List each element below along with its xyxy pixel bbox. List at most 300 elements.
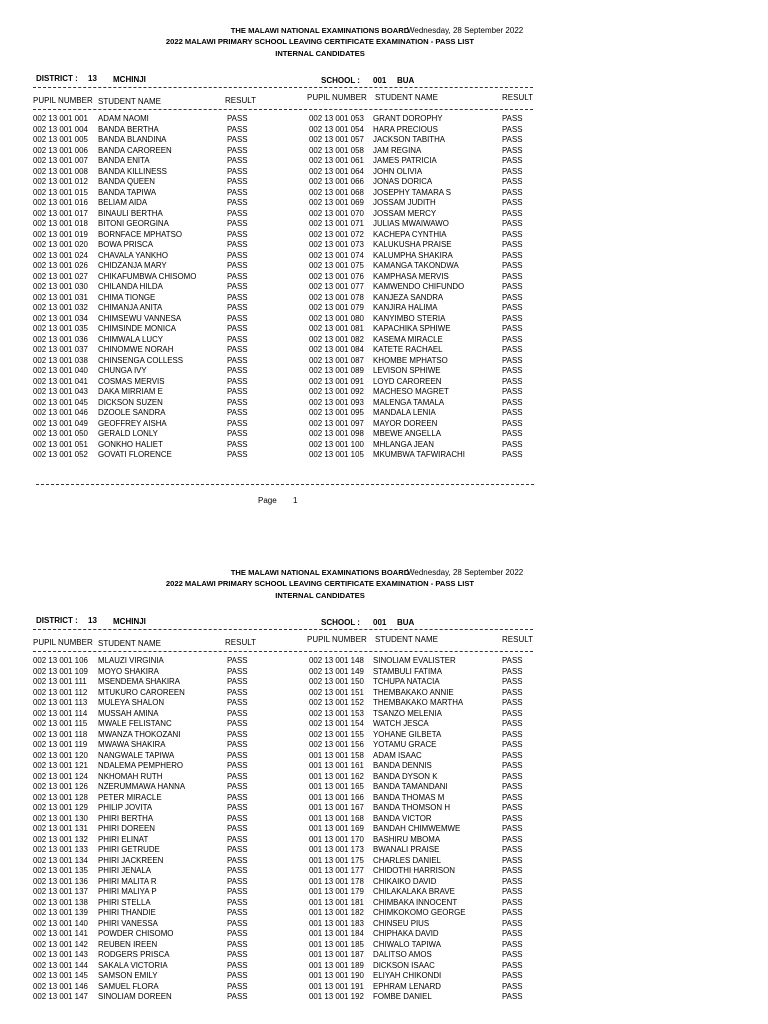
student-name-cell: REUBEN IREEN (98, 939, 158, 949)
result-cell: PASS (227, 198, 248, 207)
pupil-number-cell: 002 13 001 119 (33, 740, 88, 749)
student-name-cell: BORNFACE MPHATSO (98, 229, 183, 239)
pupil-number-cell: 002 13 001 124 (33, 771, 88, 781)
pupil-number-cell: 002 13 001 100 (309, 439, 364, 449)
district-name: MCHINJI (113, 617, 146, 626)
student-name-cell: CHIMWALA LUCY (98, 334, 164, 344)
result-cell: PASS (227, 135, 248, 144)
pupil-number-cell: 002 13 001 026 (33, 261, 88, 270)
pupil-number-cell: 002 13 001 121 (33, 761, 88, 770)
result-cell: PASS (502, 271, 523, 281)
table-row (0, 709, 768, 720)
pupil-number-cell: 002 13 001 070 (309, 208, 364, 218)
student-name-cell: BANDA BERTHA (98, 124, 159, 134)
student-name-cell: CHIMSEWU VANNESA (98, 313, 182, 323)
footer-divider (36, 484, 534, 485)
table-row (0, 761, 768, 772)
result-cell: PASS (227, 366, 248, 375)
pupil-number-cell: 002 13 001 118 (33, 729, 88, 739)
result-cell: PASS (502, 803, 523, 812)
student-name-cell: PHIRI DOREEN (98, 824, 155, 833)
student-name-cell: BELIAM AIDA (98, 198, 148, 207)
result-cell: PASS (502, 408, 523, 417)
pupil-number-cell: 002 13 001 030 (33, 282, 88, 291)
student-name-cell: GERALD LONLY (98, 429, 158, 438)
result-cell: PASS (502, 992, 523, 1001)
pupil-number-cell: 002 13 001 061 (309, 156, 364, 165)
table-row (0, 982, 768, 993)
result-cell: PASS (502, 135, 523, 144)
result-cell: PASS (502, 939, 523, 949)
pupil-number-cell: 002 13 001 036 (33, 334, 88, 344)
col-student-name-right: STUDENT NAME (375, 635, 438, 644)
pupil-number-cell: 002 13 001 144 (33, 960, 88, 970)
student-name-cell: GRANT DOROPHY (373, 114, 443, 123)
result-cell: PASS (502, 198, 523, 207)
exam-title: 2022 MALAWI PRIMARY SCHOOL LEAVING CERTIFICATE EXAMINATION - PASS LIST (165, 37, 475, 46)
result-cell: PASS (227, 813, 248, 823)
col-result: RESULT (225, 96, 256, 105)
district-label: DISTRICT : (36, 74, 78, 83)
student-name-cell: MACHESO MAGRET (373, 387, 449, 396)
pupil-number-cell: 002 13 001 150 (309, 677, 364, 686)
result-cell: PASS (227, 950, 248, 959)
table-row (0, 167, 768, 178)
student-name-cell: BOWA PRISCA (98, 240, 153, 249)
student-name-cell: NANGWALE TAPIWA (98, 750, 175, 760)
pupil-number-cell: 002 13 001 145 (33, 971, 88, 980)
student-name-cell: BANDA VICTOR (373, 813, 432, 823)
result-cell: PASS (227, 782, 248, 791)
result-cell: PASS (502, 866, 523, 875)
pupil-number-cell: 002 13 001 079 (309, 303, 364, 312)
result-cell: PASS (502, 981, 523, 991)
student-name-cell: CHILANDA HILDA (98, 282, 163, 291)
pupil-number-cell: 002 13 001 115 (33, 719, 88, 728)
school-code: 001 (373, 618, 387, 627)
pupil-number-cell: 002 13 001 128 (33, 792, 88, 802)
pupil-number-cell: 002 13 001 146 (33, 981, 88, 991)
student-name-cell: PHILIP JOVITA (98, 803, 153, 812)
result-cell: PASS (502, 792, 523, 802)
result-cell: PASS (227, 114, 248, 123)
pupil-number-cell: 002 13 001 143 (33, 950, 88, 959)
col-pupil-number: PUPIL NUMBER (33, 96, 93, 105)
result-cell: PASS (502, 366, 523, 375)
pupil-number-cell: 002 13 001 007 (33, 156, 88, 165)
table-row (0, 877, 768, 888)
student-name-cell: COSMAS MERVIS (98, 376, 165, 386)
result-cell: PASS (502, 719, 523, 728)
result-cell: PASS (227, 992, 248, 1001)
pupil-number-cell: 002 13 001 139 (33, 908, 88, 917)
pupil-number-cell: 002 13 001 073 (309, 240, 364, 249)
table-row (0, 856, 768, 867)
pupil-number-cell: 002 13 001 041 (33, 376, 88, 386)
student-name-cell: KAPACHIKA SPHIWE (373, 324, 451, 333)
student-name-cell: PETER MIRACLE (98, 792, 162, 802)
result-cell: PASS (502, 450, 523, 459)
pupil-number-cell: 002 13 001 019 (33, 229, 88, 239)
student-name-cell: CHILAKALAKA BRAVE (373, 887, 455, 896)
pupil-number-cell: 002 13 001 052 (33, 450, 88, 459)
columns-divider (33, 109, 533, 110)
result-cell: PASS (227, 397, 248, 407)
student-name-cell: JOSEPHY TAMARA S (373, 187, 452, 197)
pupil-number-cell: 002 13 001 089 (309, 366, 364, 375)
pupil-number-cell: 002 13 001 037 (33, 345, 88, 354)
pupil-number-cell: 002 13 001 082 (309, 334, 364, 344)
student-name-cell: ADAM ISAAC (373, 750, 422, 760)
table-row (0, 772, 768, 783)
student-name-cell: BASHIRU MBOMA (373, 834, 441, 844)
pupil-number-cell: 001 13 001 179 (309, 887, 364, 896)
result-cell: PASS (502, 345, 523, 354)
result-cell: PASS (227, 219, 248, 228)
result-cell: PASS (227, 439, 248, 449)
table-row (0, 950, 768, 961)
pupil-number-cell: 002 13 001 045 (33, 397, 88, 407)
result-cell: PASS (502, 156, 523, 165)
table-row (0, 366, 768, 377)
result-cell: PASS (227, 929, 248, 938)
student-name-cell: BANDAH CHIMWEMWE (373, 824, 461, 833)
columns-divider (33, 651, 533, 652)
result-cell: PASS (502, 261, 523, 270)
pupil-number-cell: 002 13 001 149 (309, 666, 364, 676)
district-label: DISTRICT : (36, 616, 78, 625)
col-result-right: RESULT (502, 635, 533, 644)
student-name-cell: SINOLIAM DOREEN (98, 992, 172, 1001)
result-cell: PASS (227, 387, 248, 396)
result-cell: PASS (502, 282, 523, 291)
result-cell: PASS (502, 698, 523, 707)
pupil-number-cell: 001 13 001 161 (309, 761, 364, 770)
table-row (0, 824, 768, 835)
result-cell: PASS (227, 292, 248, 302)
result-cell: PASS (227, 282, 248, 291)
student-name-cell: DICKSON ISAAC (373, 960, 435, 970)
result-cell: PASS (227, 250, 248, 260)
student-name-cell: DZOOLE SANDRA (98, 408, 166, 417)
result-cell: PASS (227, 761, 248, 770)
result-cell: PASS (502, 397, 523, 407)
result-cell: PASS (502, 229, 523, 239)
pupil-number-cell: 002 13 001 151 (309, 687, 364, 697)
pupil-number-cell: 001 13 001 191 (309, 981, 364, 991)
pupil-number-cell: 001 13 001 175 (309, 855, 364, 865)
student-name-cell: NKHOMAH RUTH (98, 771, 163, 781)
result-cell: PASS (502, 124, 523, 134)
table-row (0, 146, 768, 157)
student-name-cell: EPHRAM LENARD (373, 981, 441, 991)
board-title: THE MALAWI NATIONAL EXAMINATIONS BOARD (230, 26, 410, 35)
student-name-cell: PHIRI THANDIE (98, 908, 156, 917)
student-name-cell: SAMSON EMILY (98, 971, 158, 980)
student-name-cell: BANDA QUEEN (98, 177, 156, 186)
student-name-cell: BANDA BLANDINA (98, 135, 167, 144)
student-name-cell: KACHEPA CYNTHIA (373, 229, 447, 239)
col-pupil-number-right: PUPIL NUMBER (307, 635, 367, 644)
pupil-number-cell: 001 13 001 158 (309, 750, 364, 760)
result-cell: PASS (502, 429, 523, 438)
result-cell: PASS (502, 387, 523, 396)
result-cell: PASS (227, 719, 248, 728)
header-divider (33, 87, 533, 88)
result-cell: PASS (227, 855, 248, 865)
table-row (0, 188, 768, 199)
student-name-cell: CHIWALO TAPIWA (373, 939, 441, 949)
student-name-cell: MBEWE ANGELLA (373, 429, 441, 438)
student-name-cell: WATCH JESCA (373, 719, 429, 728)
result-cell: PASS (502, 177, 523, 186)
table-row (0, 198, 768, 209)
student-name-cell: CHIMBAKA INNOCENT (373, 897, 458, 907)
pupil-number-cell: 002 13 001 001 (33, 114, 88, 123)
student-name-cell: NZERUMMAWA HANNA (98, 782, 186, 791)
pupil-number-cell: 002 13 001 040 (33, 366, 88, 375)
table-row (0, 782, 768, 793)
pupil-number-cell: 002 13 001 068 (309, 187, 364, 197)
result-cell: PASS (502, 855, 523, 865)
table-row (0, 793, 768, 804)
pupil-number-cell: 002 13 001 134 (33, 855, 88, 865)
result-cell: PASS (227, 666, 248, 676)
student-name-cell: CHIKAIKO DAVID (373, 876, 437, 886)
pupil-number-cell: 002 13 001 077 (309, 282, 364, 291)
table-row (0, 971, 768, 982)
pupil-number-cell: 002 13 001 071 (309, 219, 364, 228)
pupil-number-cell: 002 13 001 078 (309, 292, 364, 302)
pupil-number-cell: 002 13 001 064 (309, 166, 364, 176)
pupil-number-cell: 002 13 001 058 (309, 145, 364, 155)
student-name-cell: MLAUZI VIRGINIA (98, 656, 164, 665)
student-name-cell: GEOFFREY AISHA (98, 418, 167, 428)
table-row (0, 114, 768, 125)
pupil-number-cell: 002 13 001 097 (309, 418, 364, 428)
student-name-cell: KALUKUSHA PRAISE (373, 240, 452, 249)
pupil-number-cell: 002 13 001 092 (309, 387, 364, 396)
student-name-cell: MUSSAH AMINA (98, 708, 159, 718)
table-row (0, 887, 768, 898)
table-row (0, 282, 768, 293)
result-cell: PASS (227, 834, 248, 844)
student-name-cell: CHINSENGA COLLESS (98, 355, 184, 365)
pupil-number-cell: 002 13 001 137 (33, 887, 88, 896)
pupil-number-cell: 002 13 001 109 (33, 666, 88, 676)
result-cell: PASS (502, 813, 523, 823)
table-row (0, 440, 768, 451)
pupil-number-cell: 002 13 001 155 (309, 729, 364, 739)
col-result: RESULT (225, 638, 256, 647)
table-row (0, 866, 768, 877)
pupil-number-cell: 002 13 001 074 (309, 250, 364, 260)
result-cell: PASS (227, 677, 248, 686)
table-row (0, 272, 768, 283)
student-name-cell: JAMES PATRICIA (373, 156, 437, 165)
pupil-number-cell: 002 13 001 051 (33, 439, 88, 449)
result-cell: PASS (502, 145, 523, 155)
result-cell: PASS (227, 981, 248, 991)
student-name-cell: RODGERS PRISCA (98, 950, 170, 959)
student-name-cell: NDALEMA PEMPHERO (98, 761, 184, 770)
table-row (0, 908, 768, 919)
table-row (0, 377, 768, 388)
student-name-cell: YOTAMU GRACE (373, 740, 437, 749)
report-date: Wednesday, 28 September 2022 (407, 568, 524, 577)
student-name-cell: MWALE FELISTANC (98, 719, 172, 728)
pupil-number-cell: 001 13 001 190 (309, 971, 364, 980)
student-name-cell: SINOLIAM EVALISTER (373, 656, 456, 665)
pupil-number-cell: 002 13 001 031 (33, 292, 88, 302)
result-cell: PASS (227, 324, 248, 333)
result-cell: PASS (502, 439, 523, 449)
result-cell: PASS (502, 292, 523, 302)
result-cell: PASS (227, 698, 248, 707)
result-cell: PASS (502, 708, 523, 718)
pupil-number-cell: 002 13 001 054 (309, 124, 364, 134)
table-row (0, 135, 768, 146)
pupil-number-cell: 002 13 001 006 (33, 145, 88, 155)
student-name-cell: JAM REGINA (373, 145, 422, 155)
table-row (0, 219, 768, 230)
pupil-number-cell: 001 13 001 177 (309, 866, 364, 875)
pupil-number-cell: 002 13 001 027 (33, 271, 88, 281)
district-name: MCHINJI (113, 75, 146, 84)
col-pupil-number: PUPIL NUMBER (33, 638, 93, 647)
table-row (0, 845, 768, 856)
pupil-number-cell: 001 13 001 183 (309, 918, 364, 928)
student-name-cell: BANDA TAMANDANI (373, 782, 448, 791)
result-cell: PASS (502, 824, 523, 833)
table-row (0, 688, 768, 699)
table-row (0, 929, 768, 940)
result-cell: PASS (502, 845, 523, 854)
pupil-number-cell: 001 13 001 189 (309, 960, 364, 970)
student-name-cell: BINAULI BERTHA (98, 208, 163, 218)
result-cell: PASS (502, 376, 523, 386)
pupil-number-cell: 002 13 001 132 (33, 834, 88, 844)
result-cell: PASS (227, 845, 248, 854)
student-name-cell: PHIRI MALITA R (98, 876, 157, 886)
pupil-number-cell: 002 13 001 053 (309, 114, 364, 123)
table-row (0, 209, 768, 220)
pupil-number-cell: 002 13 001 140 (33, 918, 88, 928)
result-cell: PASS (502, 687, 523, 697)
table-row (0, 177, 768, 188)
pupil-number-cell: 002 13 001 154 (309, 719, 364, 728)
table-row (0, 751, 768, 762)
result-cell: PASS (227, 450, 248, 459)
page-label: Page (258, 496, 277, 505)
result-cell: PASS (227, 345, 248, 354)
student-name-cell: ELIYAH CHIKONDI (373, 971, 442, 980)
student-name-cell: KASEMA MIRACLE (373, 334, 443, 344)
table-row (0, 835, 768, 846)
table-row (0, 408, 768, 419)
pupil-number-cell: 002 13 001 049 (33, 418, 88, 428)
exam-title: 2022 MALAWI PRIMARY SCHOOL LEAVING CERTIFICATE EXAMINATION - PASS LIST (165, 579, 475, 588)
table-row (0, 398, 768, 409)
result-cell: PASS (227, 240, 248, 249)
student-name-cell: BANDA ENITA (98, 156, 150, 165)
pupil-number-cell: 002 13 001 142 (33, 939, 88, 949)
student-name-cell: MULEYA SHALON (98, 698, 165, 707)
result-cell: PASS (502, 887, 523, 896)
table-row (0, 803, 768, 814)
table-row (0, 450, 768, 461)
student-name-cell: BANDA DYSON K (373, 771, 438, 781)
result-cell: PASS (227, 971, 248, 980)
student-name-cell: SAMUEL FLORA (98, 981, 159, 991)
pupil-number-cell: 002 13 001 135 (33, 866, 88, 875)
student-name-cell: PHIRI BERTHA (98, 813, 154, 823)
pupil-number-cell: 001 13 001 173 (309, 845, 364, 854)
result-cell: PASS (227, 729, 248, 739)
school-label: SCHOOL : (321, 76, 360, 85)
pupil-number-cell: 002 13 001 112 (33, 687, 88, 697)
result-cell: PASS (502, 303, 523, 312)
student-name-cell: HARA PRECIOUS (373, 124, 438, 134)
result-cell: PASS (227, 866, 248, 875)
result-cell: PASS (502, 897, 523, 907)
result-cell: PASS (502, 656, 523, 665)
student-name-cell: CHINSEU PIUS (373, 918, 430, 928)
pupil-number-cell: 001 13 001 192 (309, 992, 364, 1001)
result-cell: PASS (227, 334, 248, 344)
student-name-cell: KANYIMBO STERIA (373, 313, 446, 323)
pupil-number-cell: 002 13 001 038 (33, 355, 88, 365)
result-cell: PASS (502, 313, 523, 323)
student-name-cell: CHARLES DANIEL (373, 855, 441, 865)
result-cell: PASS (502, 908, 523, 917)
student-name-cell: CHIDOTHI HARRISON (373, 866, 455, 875)
result-cell: PASS (227, 708, 248, 718)
table-row (0, 335, 768, 346)
col-student-name: STUDENT NAME (98, 97, 161, 106)
student-name-cell: PHIRI JACKREEN (98, 855, 164, 865)
result-cell: PASS (227, 355, 248, 365)
result-cell: PASS (502, 208, 523, 218)
result-cell: PASS (502, 834, 523, 844)
student-name-cell: FOMBE DANIEL (373, 992, 432, 1001)
pupil-number-cell: 002 13 001 105 (309, 450, 364, 459)
result-cell: PASS (502, 750, 523, 760)
result-cell: PASS (502, 876, 523, 886)
student-name-cell: DAKA MIRRIAM E (98, 387, 163, 396)
result-cell: PASS (502, 166, 523, 176)
header-divider (33, 629, 533, 630)
result-cell: PASS (502, 740, 523, 749)
student-name-cell: CHIKAFUMBWA CHISOMO (98, 271, 197, 281)
pupil-number-cell: 002 13 001 153 (309, 708, 364, 718)
result-cell: PASS (227, 124, 248, 134)
result-cell: PASS (227, 208, 248, 218)
pupil-number-cell: 002 13 001 098 (309, 429, 364, 438)
student-name-cell: BANDA THOMSON H (373, 803, 451, 812)
result-cell: PASS (502, 761, 523, 770)
pupil-number-cell: 002 13 001 091 (309, 376, 364, 386)
student-name-cell: CHIPHAKA DAVID (373, 929, 439, 938)
table-row (0, 730, 768, 741)
table-row (0, 251, 768, 262)
result-cell: PASS (502, 782, 523, 791)
table-row (0, 898, 768, 909)
student-name-cell: POWDER CHISOMO (98, 929, 174, 938)
student-name-cell: PHIRI ELINAT (98, 834, 149, 844)
pupil-number-cell: 002 13 001 050 (33, 429, 88, 438)
student-name-cell: PHIRI GETRUDE (98, 845, 160, 854)
